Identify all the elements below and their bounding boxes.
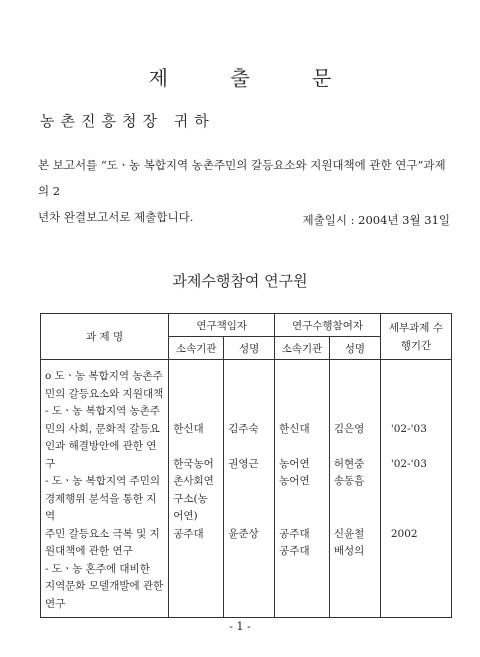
task-line: 민의 갈등요소와 지원대책	[45, 387, 164, 400]
page-number: - 1 -	[229, 620, 251, 633]
document-title: 제 출 문	[148, 66, 360, 90]
task-line: o 도ㆍ농 복합지역 농촌주	[45, 370, 163, 382]
lead-name-cell	[224, 360, 275, 618]
period: '02-'03	[390, 422, 427, 435]
lead-org-cell	[169, 360, 224, 618]
lead-org: 공주대	[173, 527, 204, 540]
lead-org: 구소(농	[173, 492, 208, 505]
table-title: 과제수행참여 연구원	[172, 272, 308, 290]
task-line: 원대책에 관한 연구	[45, 545, 133, 557]
co-name-cell	[329, 360, 380, 618]
task-line: 민의 사회, 문화적 갈등요	[45, 422, 160, 435]
header-affiliation: 소속기관	[169, 337, 224, 360]
header-task: 과 제 명	[41, 314, 169, 360]
header-co-researcher: 연구수행참여자	[275, 314, 381, 337]
task-line: - 도ㆍ농 복합지역 주민의	[45, 475, 160, 487]
submission-date: 제출일시 : 2004년 3월 31일	[302, 213, 450, 227]
co-org: 농어연	[279, 457, 310, 470]
task-line: 지역문화 모델개발에 관한	[45, 580, 164, 592]
header-affiliation: 소속기관	[275, 337, 330, 360]
task-line: - 도ㆍ농 복합지역 농촌주	[45, 405, 160, 417]
task-line: 주민 갈등요소 극복 및 지	[45, 527, 160, 540]
task-line: 경제행위 분석을 통한 지역	[45, 492, 157, 522]
co-name: 김은영	[333, 422, 365, 435]
lead-name: 김주숙	[228, 422, 259, 435]
co-org: 공주대	[279, 527, 310, 540]
lead-name: 윤준상	[228, 527, 259, 540]
lead-org: 한신대	[173, 422, 204, 435]
header-name: 성명	[329, 337, 380, 360]
co-name: 신윤철	[333, 527, 365, 540]
researcher-table	[40, 313, 452, 618]
recipient: 농촌진흥청장 귀하	[40, 112, 215, 130]
task-line: 인과 해결방안에 관한 연구	[45, 440, 157, 470]
co-org: 공주대	[279, 545, 310, 557]
header-name: 성명	[224, 337, 275, 360]
lead-org: 한국농어	[173, 457, 214, 470]
co-org-cell	[275, 360, 330, 618]
period: '02-'03	[390, 457, 427, 470]
body-line: 본 보고서를 “도ㆍ농 복합지역 농촌주민의 갈등요소와 지원대책에 관한 연구”과제의 2	[38, 158, 446, 198]
task-line: - 도ㆍ농 혼주에 대비한	[45, 562, 150, 575]
task-line: 연구	[45, 597, 66, 610]
task-cell	[41, 360, 169, 618]
co-org: 농어연	[279, 475, 310, 487]
lead-name: 권영근	[228, 457, 259, 470]
co-name: 송동흠	[333, 475, 365, 487]
co-org: 한신대	[279, 422, 310, 435]
header-detail-period: 세부과제 수행기간	[380, 314, 451, 360]
lead-org: 어연)	[173, 510, 198, 522]
lead-org: 촌사회연	[173, 475, 214, 487]
period: 2002	[390, 527, 418, 540]
table-row	[41, 360, 452, 618]
period-cell	[380, 360, 451, 618]
header-lead-researcher: 연구책임자	[169, 314, 275, 337]
co-name: 허현중	[333, 457, 365, 470]
body-line: 년차 완결보고서로 제출합니다.	[38, 210, 194, 224]
co-name: 배성의	[333, 545, 365, 557]
